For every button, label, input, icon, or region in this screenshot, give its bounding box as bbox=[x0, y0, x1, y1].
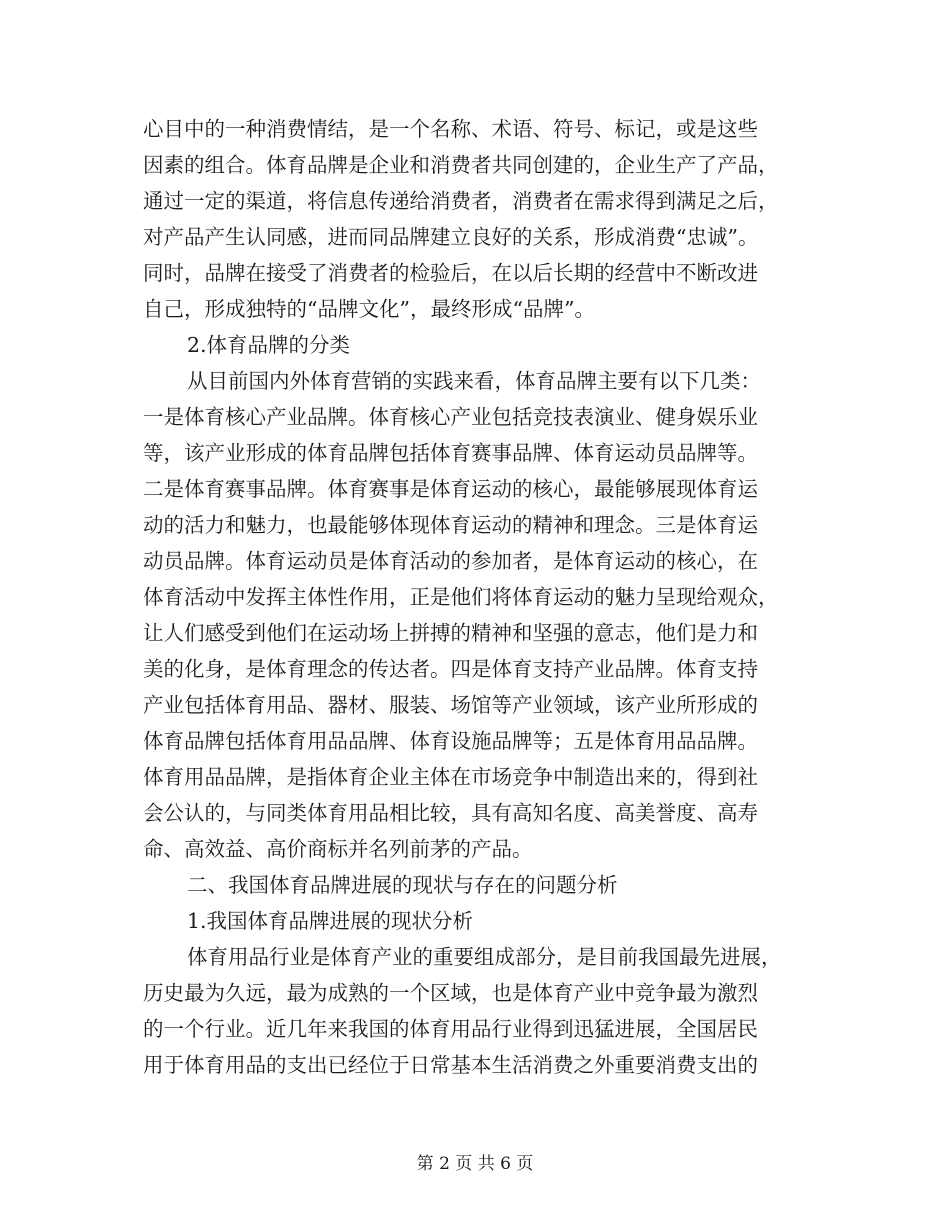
body-line-10: 等，该产业形成的体育品牌包括体育赛事品牌、体育运动员品牌等。 bbox=[143, 441, 758, 465]
body-line-24: 体育用品行业是体育产业的重要组成部分，是目前我国最先进展， bbox=[187, 945, 782, 969]
body-line-15: 让人们感受到他们在运动场上拼搏的精神和坚强的意志，他们是力和 bbox=[143, 621, 758, 645]
body-line-19: 体育用品品牌，是指体育企业主体在市场竞争中制造出来的，得到社 bbox=[143, 765, 758, 789]
body-line-25: 历史最为久远，最为成熟的一个区域，也是体育产业中竞争最为激烈 bbox=[143, 981, 758, 1005]
body-line-5: 同时，品牌在接受了消费者的检验后，在以后长期的经营中不断改进 bbox=[143, 261, 758, 285]
page-number-footer: 第 2 页 共 6 页 bbox=[416, 1154, 534, 1174]
body-line-13: 动员品牌。体育运动员是体育活动的参加者，是体育运动的核心，在 bbox=[143, 549, 758, 573]
body-line-4: 对产品产生认同感，进而同品牌建立良好的关系，形成消费“忠诚”。 bbox=[143, 225, 759, 249]
body-line-21: 命、高效益、高价商标并名列前茅的产品。 bbox=[143, 837, 533, 861]
body-line-20: 会公认的，与同类体育用品相比较，具有高知名度、高美誉度、高寿 bbox=[143, 801, 758, 825]
body-line-1: 心目中的一种消费情结，是一个名称、术语、符号、标记，或是这些 bbox=[143, 117, 758, 141]
body-line-11: 二是体育赛事品牌。体育赛事是体育运动的核心，最能够展现体育运 bbox=[143, 477, 758, 501]
section-heading-main: 二、我国体育品牌进展的现状与存在的问题分析 bbox=[187, 873, 618, 897]
body-line-8: 从目前国内外体育营销的实践来看，体育品牌主要有以下几类： bbox=[187, 369, 761, 393]
section-heading-2: 2.体育品牌的分类 bbox=[187, 333, 351, 357]
body-line-12: 动的活力和魅力，也最能够体现体育运动的精神和理念。三是体育运 bbox=[143, 513, 758, 537]
body-line-26: 的一个行业。近几年来我国的体育用品行业得到迅猛进展，全国居民 bbox=[143, 1017, 758, 1041]
body-line-14: 体育活动中发挥主体性作用，正是他们将体育运动的魅力呈现给观众， bbox=[143, 585, 779, 609]
body-line-6: 自己，形成独特的“品牌文化”，最终形成“品牌”。 bbox=[143, 297, 595, 321]
body-line-17: 产业包括体育用品、器材、服装、场馆等产业领域，该产业所形成的 bbox=[143, 693, 758, 717]
body-line-9: 一是体育核心产业品牌。体育核心产业包括竞技表演业、健身娱乐业 bbox=[143, 405, 758, 429]
body-line-18: 体育品牌包括体育用品品牌、体育设施品牌等；五是体育用品品牌。 bbox=[143, 729, 758, 753]
body-line-2: 因素的组合。体育品牌是企业和消费者共同创建的，企业生产了产品， bbox=[143, 153, 779, 177]
body-line-27: 用于体育用品的支出已经位于日常基本生活消费之外重要消费支出的 bbox=[143, 1053, 758, 1077]
body-line-3: 通过一定的渠道，将信息传递给消费者，消费者在需求得到满足之后， bbox=[143, 189, 779, 213]
body-line-16: 美的化身，是体育理念的传达者。四是体育支持产业品牌。体育支持 bbox=[143, 657, 758, 681]
subsection-heading-1: 1.我国体育品牌进展的现状分析 bbox=[187, 909, 474, 933]
